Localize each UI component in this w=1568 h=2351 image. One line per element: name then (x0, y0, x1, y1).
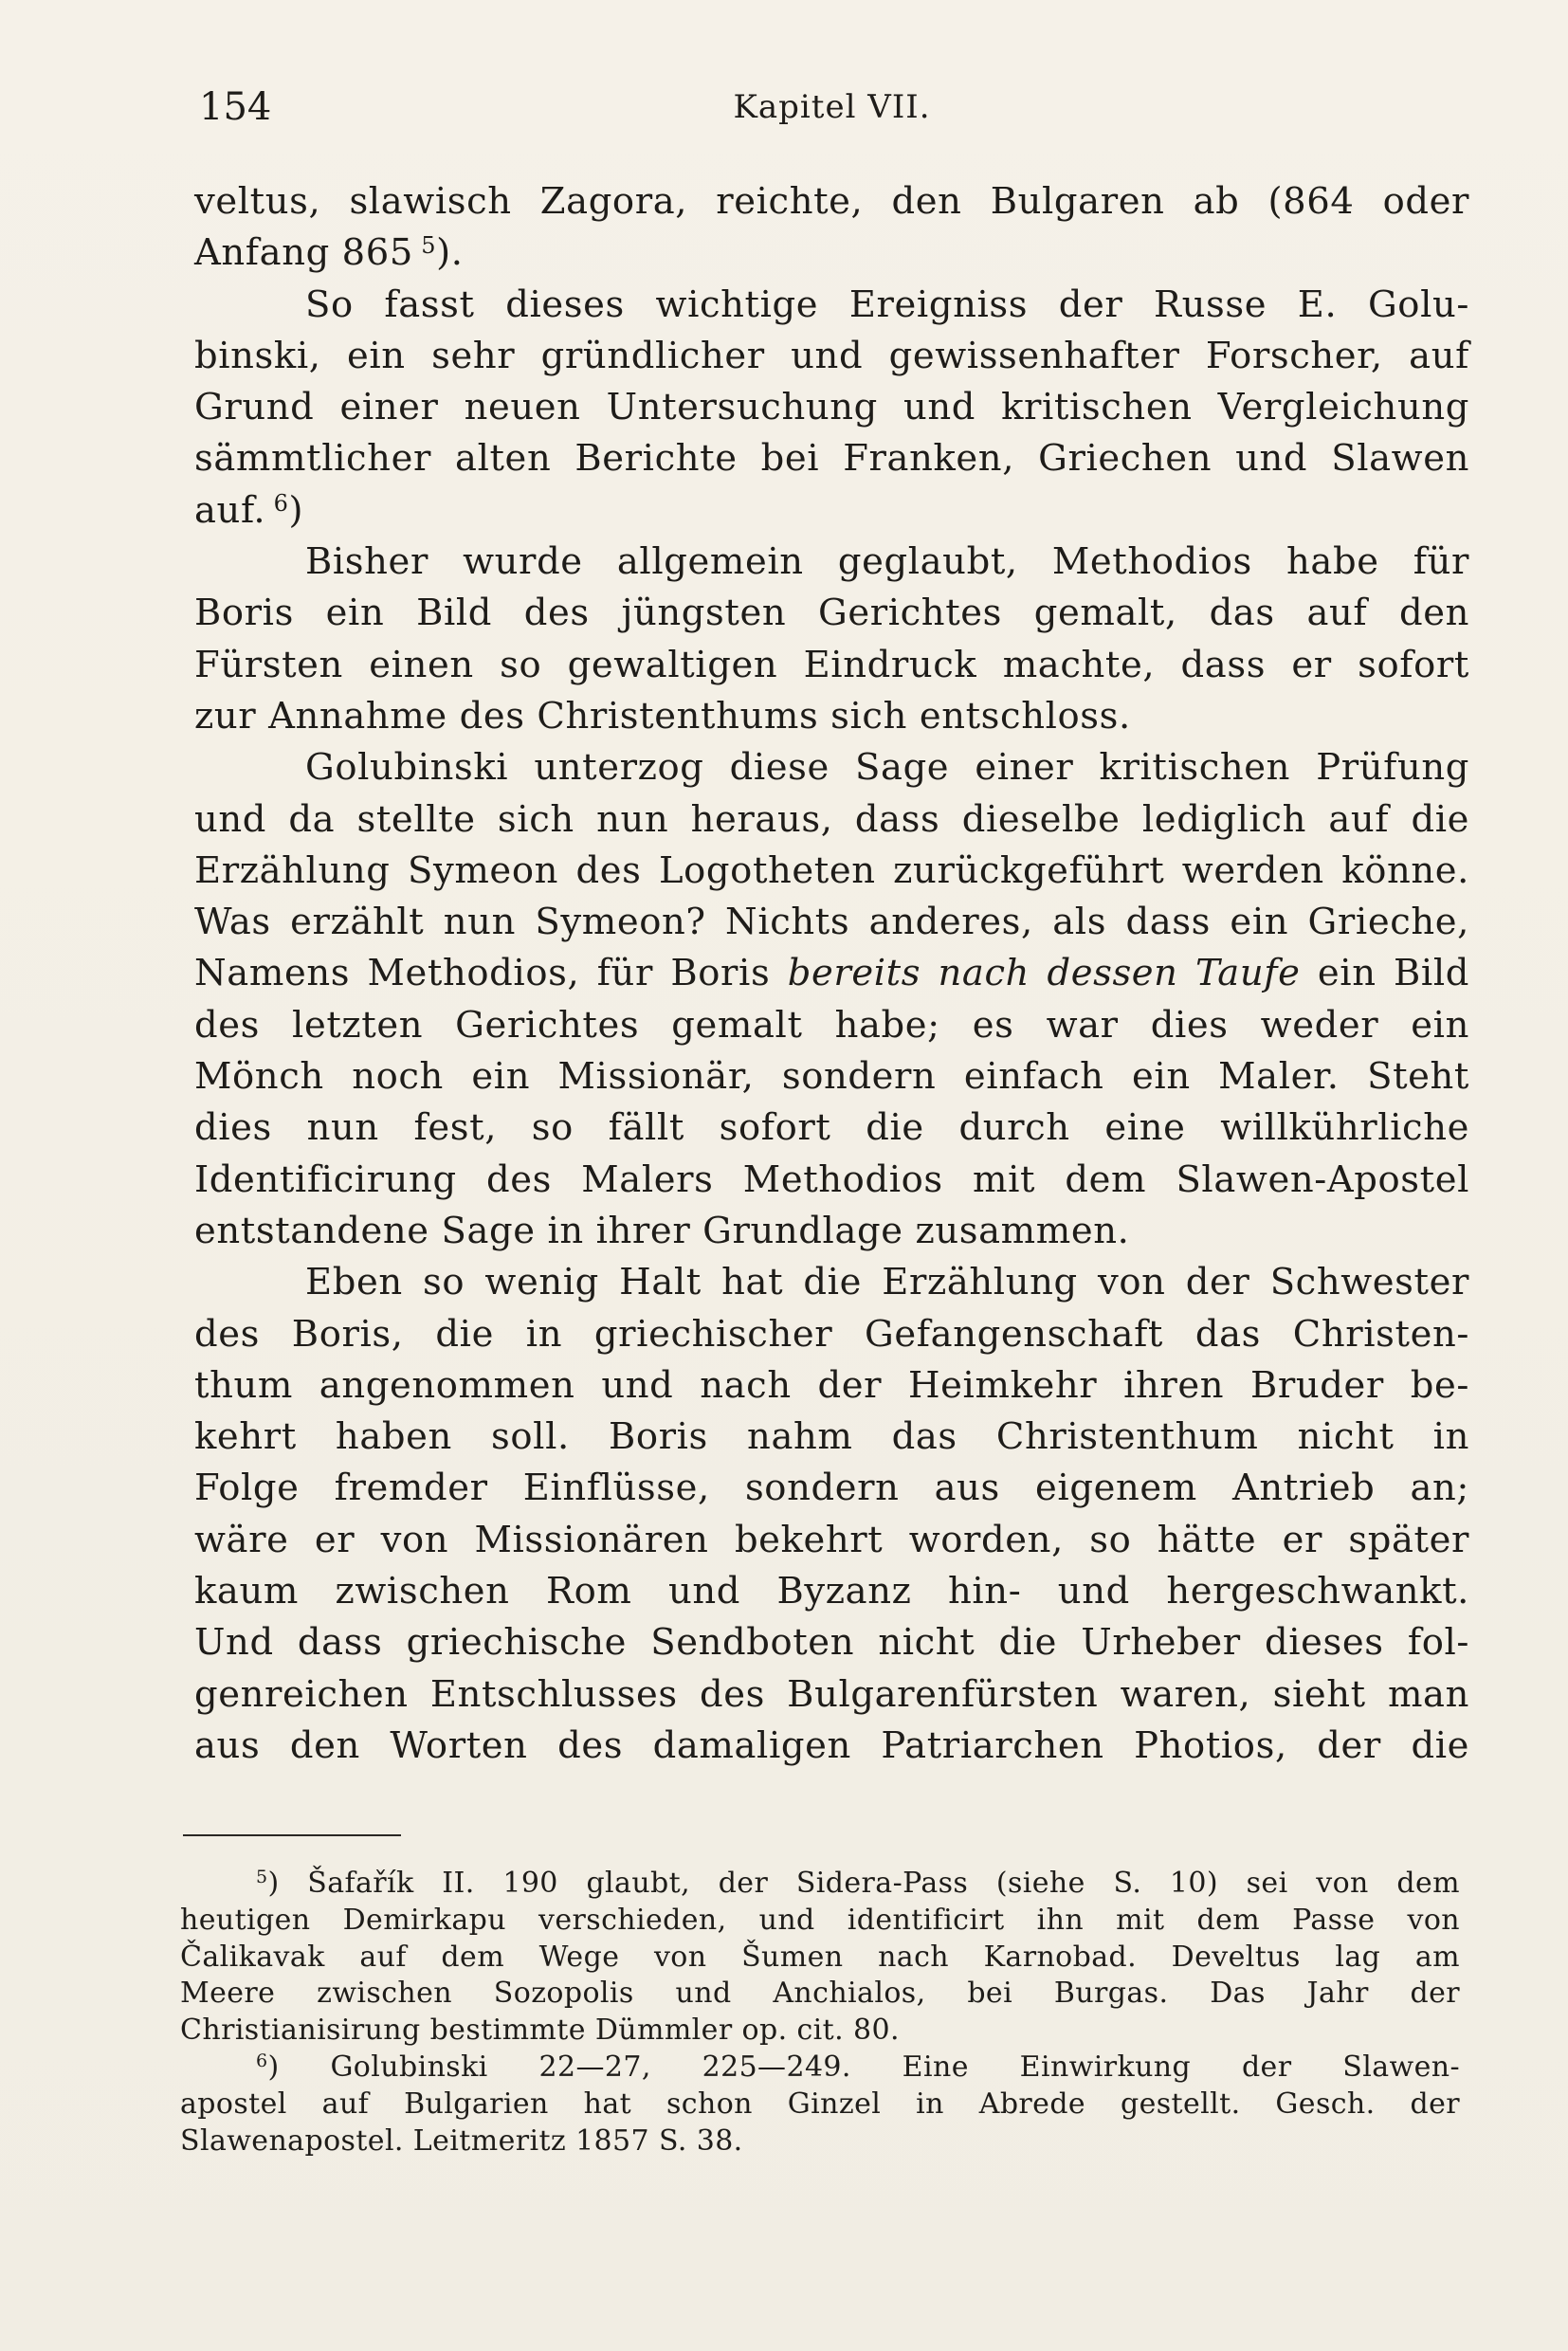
text-line: Eben so wenig Halt hat die Erzählung von der Schwester (305, 1261, 1469, 1304)
footnote-ref-5[interactable]: 5 (421, 232, 437, 260)
text-line: Grund einer neuen Untersuchung und kritischen Vergleichung (194, 386, 1469, 429)
text-line: Und dass griechische Sendboten nicht die Urheber dieses fol- (194, 1621, 1469, 1665)
text-line (194, 485, 1469, 537)
text-line: des letzten Gerichtes gemalt habe; es war dies weder ein (194, 1003, 1469, 1047)
footnote-line: Slawenapostel. Leitmeritz 1857 S. 38. (180, 2123, 743, 2158)
footnote-line: Čalikavak auf dem Wege von Šumen nach Karnobad. Develtus lag am (180, 1940, 1460, 1974)
footnote-5 (180, 1866, 1460, 1903)
text-line: So fasst dieses wichtige Ereigniss der Russe E. Golu- (305, 282, 1469, 326)
text-line: kaum zwischen Rom und Byzanz hin- und hergeschwankt. (194, 1570, 1469, 1613)
text-line: binski, ein sehr gründlicher und gewissenhafter Forscher, auf (194, 334, 1469, 377)
text-line: Folge fremder Einflüsse, sondern aus eigenem Antrieb an; (194, 1467, 1469, 1510)
text-line: Fürsten einen so gewaltigen Eindruck machte, dass er sofort (194, 643, 1469, 686)
text-span: ein Bild (1317, 952, 1469, 995)
text-line: Identificirung des Malers Methodios mit dem Slawen-Apostel (194, 1157, 1469, 1201)
text-line: Mönch noch ein Missionär, sondern einfach ein Maler. Steht (194, 1055, 1469, 1099)
text-line: zur Annahme des Christenthums sich entschloss. (194, 694, 1131, 738)
text-span: ) (288, 488, 304, 532)
text-span: ) (267, 1867, 280, 1900)
text-span: ) (267, 2050, 280, 2084)
text-span: ). (436, 231, 464, 275)
footnote-line: heutigen Demirkapu verschieden, und identificirt ihn mit dem Passe von (180, 1903, 1460, 1937)
text-line: veltus, slawisch Zagora, reichte, den Bulgaren ab (864 oder (194, 180, 1469, 223)
italic-emphasis: bereits nach dessen Taufe (787, 952, 1301, 995)
footnote-divider (183, 1834, 401, 1836)
text-line: kehrt haben soll. Boris nahm das Christenthum nicht in (194, 1415, 1469, 1459)
body-text (194, 176, 1469, 1772)
text-line: aus den Worten des damaligen Patriarchen Photios, der die (194, 1723, 1469, 1767)
footnote-mark-5: 5 (256, 1867, 268, 1887)
footnote-line: Christianisirung bestimmte Dümmler op. cit. 80. (180, 2014, 900, 2048)
text-span: Šafařík II. 190 glaubt, der Sidera-Pass (siehe S. 10) sei von dem (307, 1867, 1461, 1900)
running-head: Kapitel VII. (733, 88, 931, 126)
footnote-6 (180, 2050, 1460, 2087)
text-span: Golubinski 22—27, 225—249. Eine Einwirkung der Slawen- (330, 2050, 1460, 2084)
text-line: Erzählung Symeon des Logotheten zurückgeführt werden könne. (194, 848, 1469, 892)
footnote-line: apostel auf Bulgarien hat schon Ginzel in Abrede gestellt. Gesch. der (180, 2087, 1460, 2121)
text-line: Golubinski unterzog diese Sage einer kritischen Prüfung (305, 746, 1469, 790)
text-line: des Boris, die in griechischer Gefangenschaft das Christen- (194, 1312, 1469, 1356)
footnote-mark-6: 6 (256, 2050, 268, 2071)
footnotes (180, 1866, 1460, 2160)
text-span: Namens Methodios, für Boris (194, 952, 771, 995)
text-line: und da stellte sich nun heraus, dass dieselbe lediglich auf die (194, 797, 1469, 841)
text-line: Bisher wurde allgemein geglaubt, Methodios habe für (305, 540, 1469, 584)
text-line (194, 228, 1469, 279)
text-line: sämmtlicher alten Berichte bei Franken, Griechen und Slawen (194, 437, 1469, 481)
text-line: Was erzählt nun Symeon? Nichts anderes, als dass ein Grieche, (194, 901, 1469, 944)
text-line: entstandene Sage in ihrer Grundlage zusammen. (194, 1209, 1130, 1252)
text-line: wäre er von Missionären bekehrt worden, so hätte er später (194, 1518, 1469, 1561)
text-line: genreichen Entschlusses des Bulgarenfürsten waren, sieht man (194, 1672, 1469, 1716)
text-line: thum angenommen und nach der Heimkehr ihren Bruder be- (194, 1363, 1469, 1407)
text-line: dies nun fest, so fällt sofort die durch eine willkührliche (194, 1106, 1469, 1150)
text-span: auf. (194, 488, 266, 532)
text-line (194, 948, 1469, 999)
text-span: Anfang 865 (194, 231, 413, 275)
page-header (199, 74, 1465, 140)
page-number: 154 (199, 85, 272, 129)
text-line: Boris ein Bild des jüngsten Gerichtes gemalt, das auf den (194, 592, 1469, 635)
footnote-line: Meere zwischen Sozopolis und Anchialos, bei Burgas. Das Jahr der (180, 1977, 1460, 2011)
footnote-ref-6[interactable]: 6 (273, 489, 289, 517)
